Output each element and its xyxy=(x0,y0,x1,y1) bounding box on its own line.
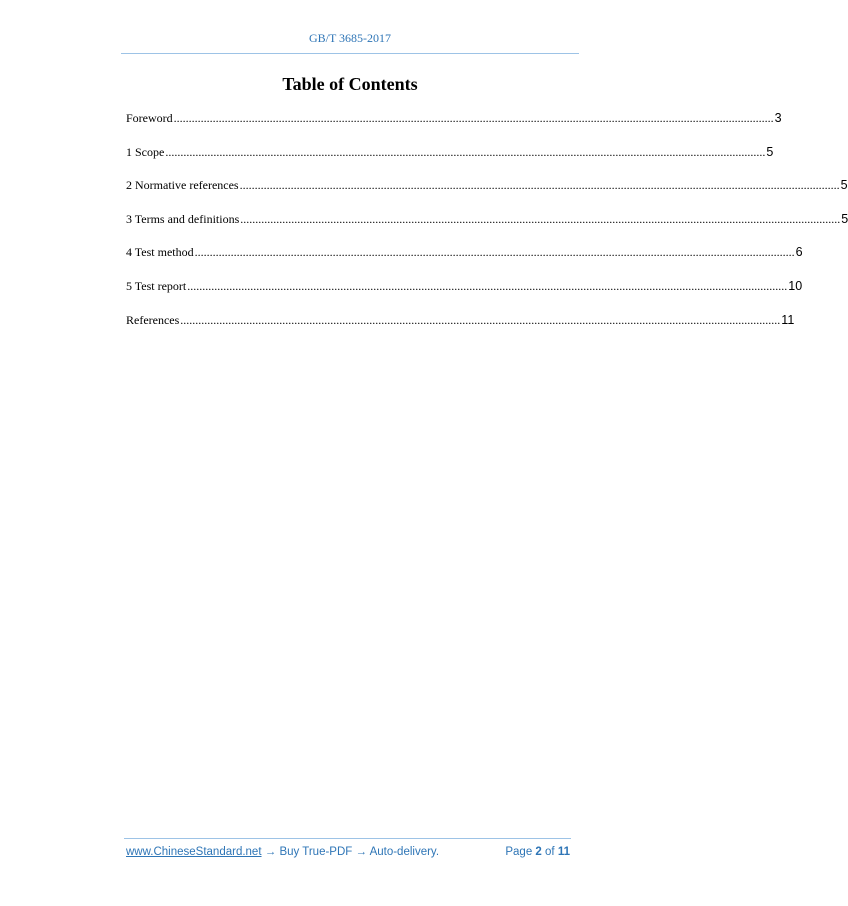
toc-entry-page: 5 xyxy=(766,144,774,159)
toc-entry-label: 1 Scope xyxy=(126,144,165,159)
toc-entry-page: 3 xyxy=(774,111,782,125)
toc-entry-page: 5 xyxy=(841,211,848,226)
running-header: GB/T 3685-2017 xyxy=(308,31,392,45)
dot-leader: ........................................................................................................................................................................................................ xyxy=(180,312,781,327)
toc-entry-test-report[interactable] xyxy=(126,278,803,313)
dot-leader: ........................................................................................................................................................................................................ xyxy=(173,111,774,125)
of-word: of xyxy=(545,846,555,858)
toc-entry-foreword[interactable] xyxy=(126,111,782,145)
toc-entry-references[interactable] xyxy=(126,312,795,347)
page-word: Page xyxy=(505,846,533,858)
site-link[interactable]: www.ChineseStandard.net xyxy=(126,846,262,858)
toc-entry-page: 10 xyxy=(788,278,803,293)
toc-entry-test-method[interactable] xyxy=(126,245,803,279)
arrow-icon: → xyxy=(355,846,367,858)
page-footer xyxy=(126,846,570,858)
toc-entry-page: 11 xyxy=(781,312,795,327)
dot-leader: ........................................................................................................................................................................................................ xyxy=(239,178,840,193)
toc-entry-page: 5 xyxy=(840,178,848,193)
arrow-icon: → xyxy=(264,846,277,858)
toc-entry-terms-and-definitions[interactable] xyxy=(126,211,848,246)
dot-leader: ........................................................................................................................................................................................................ xyxy=(187,278,788,293)
current-page-number: 2 xyxy=(535,846,542,858)
toc-entry-page: 6 xyxy=(795,245,803,260)
toc-entry-label: References xyxy=(126,312,180,327)
dot-leader: ........................................................................................................................................................................................................ xyxy=(240,211,841,226)
toc-list xyxy=(126,111,848,346)
header-divider xyxy=(121,53,579,54)
toc-entry-label: Foreword xyxy=(126,111,173,125)
delivery-text: Auto-delivery. xyxy=(369,846,440,858)
toc-entry-label: 3 Terms and definitions xyxy=(126,211,240,226)
dot-leader: ........................................................................................................................................................................................................ xyxy=(165,144,766,159)
toc-entry-label: 2 Normative references xyxy=(126,178,239,193)
toc-entry-label: 5 Test report xyxy=(126,278,187,293)
toc-entry-label: 4 Test method xyxy=(126,245,194,260)
buy-text: Buy True-PDF xyxy=(279,846,353,858)
total-pages-number: 11 xyxy=(557,846,570,858)
toc-title: Table of Contents xyxy=(282,74,418,94)
footer-divider xyxy=(124,838,571,839)
dot-leader: ........................................................................................................................................................................................................ xyxy=(194,245,795,260)
toc-entry-normative-references[interactable] xyxy=(126,178,848,212)
page-indicator xyxy=(505,846,570,858)
toc-entry-scope[interactable] xyxy=(126,144,774,179)
